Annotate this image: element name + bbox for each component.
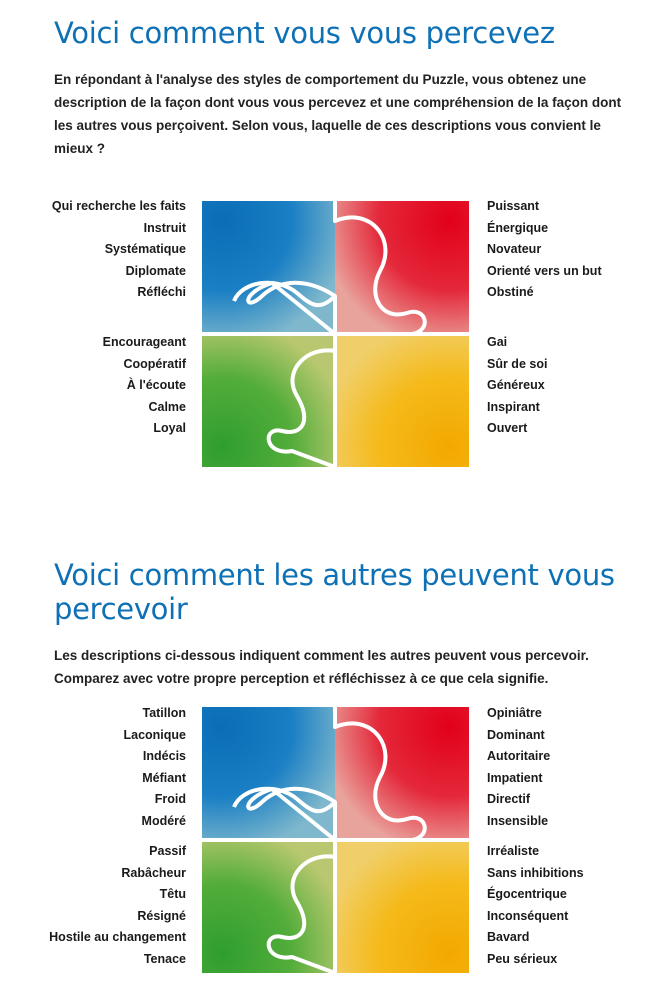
descriptor-word: Diplomate [125, 263, 186, 278]
descriptor-word: Sûr de soi [487, 356, 548, 371]
descriptor-word: Bavard [487, 930, 530, 945]
section1-top-left-list [52, 196, 186, 304]
descriptor-word: Qui recherche les faits [51, 199, 186, 213]
puzzle-graphic [202, 707, 469, 973]
descriptor-word: Passif [149, 844, 186, 858]
descriptor-word: Irréaliste [487, 844, 540, 858]
descriptor-word: Instruit [143, 220, 186, 235]
descriptor-word: Méfiant [142, 770, 186, 785]
descriptor-word: Peu sérieux [487, 951, 558, 966]
descriptor-word: Impatient [487, 770, 543, 785]
descriptor-word: Tenace [143, 951, 186, 966]
descriptor-word: Obstiné [487, 285, 534, 300]
descriptor-word: Sans inhibitions [487, 865, 584, 880]
descriptor-word: Énergique [487, 220, 549, 235]
descriptor-word: Rabâcheur [121, 865, 186, 880]
section1-puzzle-image [202, 201, 469, 467]
descriptor-word: Gai [487, 335, 508, 349]
descriptor-word: Ouvert [487, 421, 528, 436]
descriptor-word: Froid [154, 792, 186, 807]
section2-puzzle-image [202, 707, 469, 973]
descriptor-word: Résigné [137, 908, 186, 923]
section2-top-right-list [487, 703, 550, 833]
descriptor-word: Réfléchi [137, 285, 186, 300]
descriptor-word: Orienté vers un but [487, 263, 602, 278]
descriptor-word: Modéré [141, 813, 186, 828]
section2-bottom-right-list [487, 841, 584, 971]
puzzle-graphic [202, 201, 469, 467]
descriptor-word: Loyal [153, 421, 186, 436]
descriptor-word: Directif [487, 792, 531, 807]
descriptor-word: Inspirant [487, 399, 540, 414]
descriptor-word: À l'écoute [126, 378, 186, 393]
descriptor-word: Généreux [487, 378, 545, 393]
descriptor-word: Inconséquent [487, 908, 569, 923]
descriptor-word: Têtu [159, 887, 186, 902]
descriptor-word: Autoritaire [487, 749, 551, 764]
section2-intro: Les descriptions ci-dessous indiquent comment les autres peuvent vous percevoir. Comparez avec votre propre perception et réfléchissez à ce que cela signifie. [54, 648, 589, 686]
section2-top-left-list [123, 703, 186, 833]
descriptor-word: Novateur [487, 242, 542, 257]
descriptor-word: Hostile au changement [49, 930, 186, 945]
section1-intro: En répondant à l'analyse des styles de comportement du Puzzle, vous obtenez une description de la façon dont vous vous percevez et une compréhension de la façon dont les autres vous perçoivent. Selon vous, laquelle de ces descriptions vous convient le mieux ? [54, 72, 622, 156]
descriptor-word: Calme [148, 399, 186, 414]
descriptor-word: Insensible [487, 813, 549, 828]
section1-bottom-left-list [103, 332, 186, 440]
section2-bottom-left-list [49, 841, 186, 971]
section2-title: Voici comment les autres peuvent vous percevoir [54, 558, 615, 626]
descriptor-word: Puissant [487, 199, 540, 213]
descriptor-word: Indécis [142, 749, 186, 764]
descriptor-word: Encourageant [102, 335, 186, 349]
descriptor-word: Laconique [123, 727, 186, 742]
section1-top-right-list [487, 196, 602, 304]
section1-title: Voici comment vous vous percevez [54, 16, 555, 50]
descriptor-word: Systématique [104, 242, 186, 257]
descriptor-word: Tatillon [142, 706, 186, 720]
descriptor-word: Égocentrique [487, 887, 567, 902]
descriptor-word: Dominant [487, 727, 545, 742]
descriptor-word: Coopératif [123, 356, 186, 371]
section1-bottom-right-list [487, 332, 547, 440]
descriptor-word: Opiniâtre [487, 706, 542, 720]
